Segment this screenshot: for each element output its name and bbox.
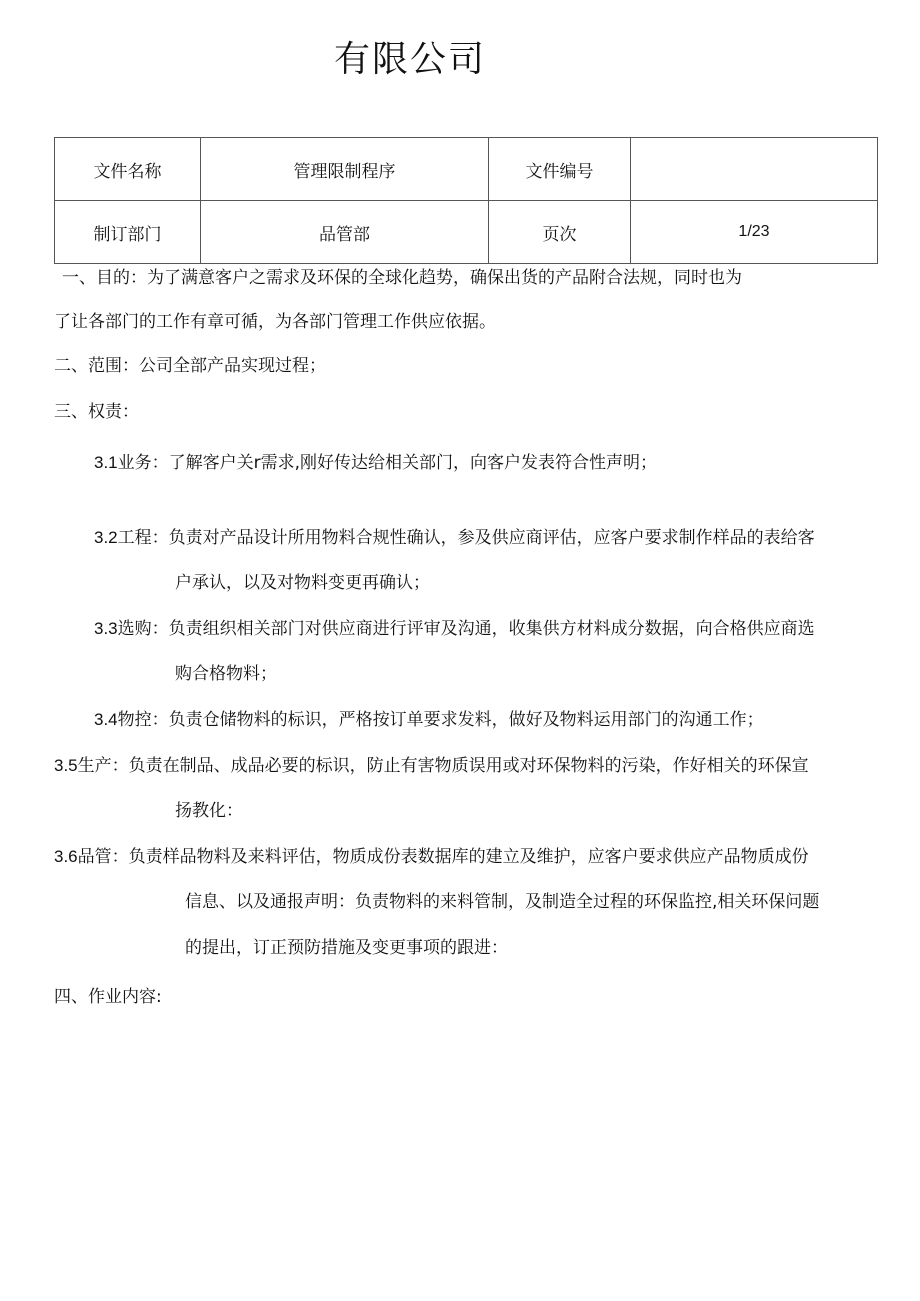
responsibility-item-3-6-cont-1: 信息、以及通报声明：负责物料的来料管制，及制造全过程的环保监控,相关环保问题 — [185, 892, 820, 912]
department-value: 品管部 — [201, 201, 489, 264]
page-label: 页次 — [489, 201, 631, 264]
file-name-label: 文件名称 — [55, 138, 201, 201]
item-number: 3.3 — [94, 619, 118, 638]
page-number-value: 1/23 — [631, 201, 878, 264]
responsibility-heading: 三、权责： — [54, 402, 139, 422]
department-label: 制订部门 — [55, 201, 201, 264]
item-text: 物控：负责仓储物料的标识，严格按订单要求发料，做好及物料运用部门的沟通工作； — [117, 710, 764, 730]
responsibility-item-3-5-cont: 扬教化： — [175, 801, 243, 821]
document-header-table — [54, 137, 878, 264]
item-text: 工程：负责对产品设计所用物料合规性确认，参及供应商评估，应客户要求制作样品的表给客 — [117, 528, 815, 548]
responsibility-item-3-2 — [94, 526, 815, 550]
responsibility-item-3-3-cont: 购合格物料； — [175, 664, 277, 684]
item-text: 选购：负责组织相关部门对供应商进行评审及沟通，收集供方材料成分数据，向合格供应商选 — [117, 619, 815, 639]
page-title: 有限公司 — [333, 39, 486, 80]
work-content-heading: 四、作业内容: — [54, 987, 162, 1007]
item-text: 业务：了解客户关r需求,刚好传达给相关部门，向客户发表符合性声明； — [117, 453, 658, 473]
item-text: 品管：负责样品物料及来料评估，物质成份表数据库的建立及维护，应客户要求供应产品物质成份 — [77, 847, 809, 867]
item-text: 生产：负责在制品、成品必要的标识，防止有害物质误用或对环保物料的污染，作好相关的环保宣 — [77, 756, 809, 776]
responsibility-item-3-5 — [54, 754, 809, 778]
item-number: 3.2 — [94, 528, 118, 547]
table-row — [55, 138, 878, 201]
purpose-line-2: 了让各部门的工作有章可循，为各部门管理工作供应依据。 — [54, 312, 496, 332]
responsibility-item-3-6 — [54, 845, 809, 869]
responsibility-item-3-3 — [94, 617, 815, 641]
table-row — [55, 201, 878, 264]
item-number: 3.6 — [54, 847, 78, 866]
responsibility-item-3-2-cont: 户承认，以及对物料变更再确认； — [175, 573, 430, 593]
file-number-label: 文件编号 — [489, 138, 631, 201]
responsibility-item-3-1 — [94, 451, 657, 475]
item-number: 3.1 — [94, 453, 118, 472]
scope-line: 二、范围：公司全部产品实现过程； — [54, 356, 326, 376]
responsibility-item-3-4 — [94, 708, 764, 732]
file-number-value — [631, 138, 878, 201]
item-number: 3.4 — [94, 710, 118, 729]
responsibility-item-3-6-cont-2: 的提出，订正预防措施及变更事项的跟进： — [185, 938, 508, 958]
file-name-value: 管理限制程序 — [201, 138, 489, 201]
item-number: 3.5 — [54, 756, 78, 775]
purpose-line-1: 一、目的：为了满意客户之需求及环保的全球化趋势，确保出货的产品附合法规，同时也为 — [62, 268, 742, 288]
